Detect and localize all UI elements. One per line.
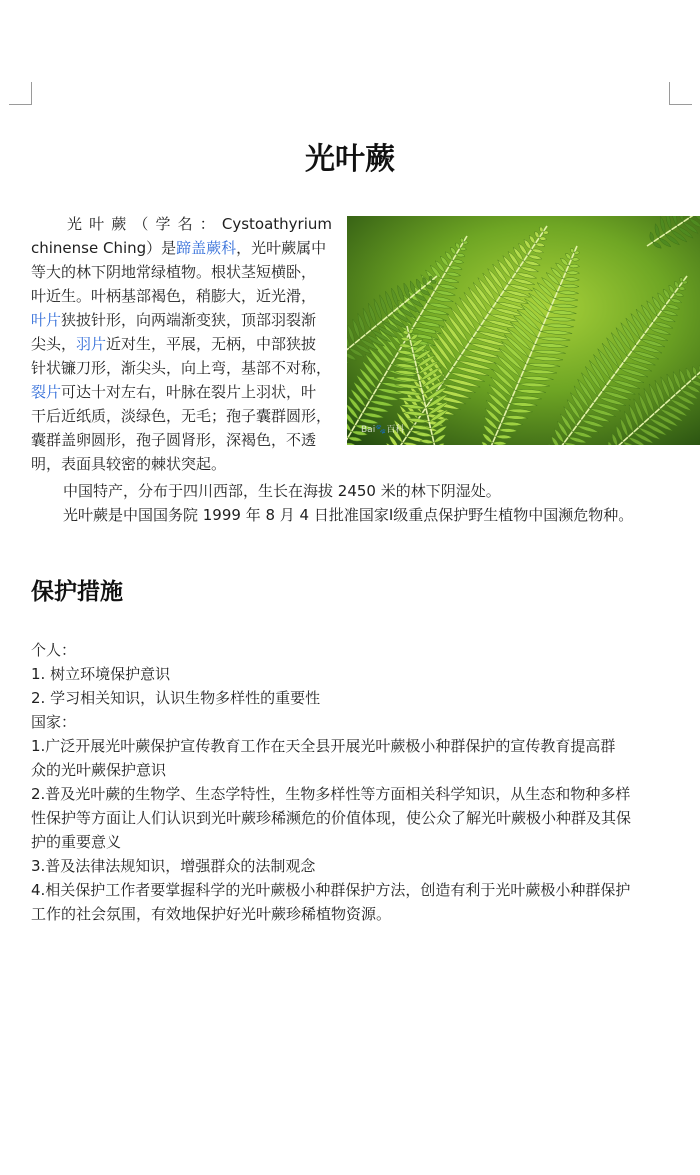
intro-line-2: chinense Ching）是蹄盖蕨科，光叶蕨属中 xyxy=(31,239,327,257)
intro-line-11: 明，表面具较密的棘状突起。 xyxy=(31,455,227,473)
link-lobe[interactable]: 裂片 xyxy=(31,383,62,401)
link-pinna[interactable]: 羽片 xyxy=(76,335,107,353)
page-title: 光叶蕨 xyxy=(305,142,395,177)
national-item-2-line-3: 护的重要意义 xyxy=(31,833,122,851)
national-item-1-line-2: 众的光叶蕨保护意识 xyxy=(31,761,167,779)
national-label: 国家： xyxy=(31,713,77,731)
national-item-2-line-1: 2.普及光叶蕨的生物学、生态学特性，生物多样性等方面相关科学知识，从生态和物种多样 xyxy=(31,785,631,803)
intro-line-4: 叶近生。叶柄基部褐色，稍膨大，近光滑， xyxy=(31,287,317,305)
intro-line-1: 光 叶 蕨 （ 学 名 ： Cystoathyrium xyxy=(67,215,332,233)
fern-illustration xyxy=(347,216,700,445)
page-corner-mark-right xyxy=(669,82,692,105)
national-item-1-line-1: 1.广泛开展光叶蕨保护宣传教育工作在天全县开展光叶蕨极小种群保护的宣传教育提高群 xyxy=(31,737,616,755)
link-family[interactable]: 蹄盖蕨科 xyxy=(176,239,237,257)
intro-line-9: 干后近纸质，淡绿色，无毛；孢子囊群圆形， xyxy=(31,407,332,425)
intro-line-10: 囊群盖卵圆形，孢子圆肾形，深褐色，不透 xyxy=(31,431,317,449)
intro-line-8: 裂片可达十对左右，叶脉在裂片上羽状，叶 xyxy=(31,383,317,401)
paragraph-protection-status: 光叶蕨是中国国务院 1999 年 8 月 4 日批准国家I级重点保护野生植物中国濒危物种。 xyxy=(63,506,634,524)
image-watermark: Bai🐾百科 xyxy=(361,425,405,435)
national-item-2-line-2: 性保护等方面让人们认识到光叶蕨珍稀濒危的价值体现，使公众了解光叶蕨极小种群及其保 xyxy=(31,809,632,827)
link-blade[interactable]: 叶片 xyxy=(31,311,62,329)
fern-photo xyxy=(347,216,700,445)
section-heading: 保护措施 xyxy=(31,579,123,605)
intro-line-6: 尖头，羽片近对生，平展，无柄，中部狭披 xyxy=(31,335,317,353)
page-corner-mark-left xyxy=(9,82,32,105)
individual-item-2: 2. 学习相关知识，认识生物多样性的重要性 xyxy=(31,689,321,707)
intro-line-7: 针状镰刀形，渐尖头，向上弯，基部不对称， xyxy=(31,359,332,377)
national-item-4-line-2: 工作的社会氛围，有效地保护好光叶蕨珍稀植物资源。 xyxy=(31,905,392,923)
individual-item-1: 1. 树立环境保护意识 xyxy=(31,665,171,683)
national-item-4-line-1: 4.相关保护工作者要掌握科学的光叶蕨极小种群保护方法，创造有利于光叶蕨极小种群保护 xyxy=(31,881,631,899)
individual-label: 个人： xyxy=(31,641,77,659)
intro-line-3: 等大的林下阴地常绿植物。根状茎短横卧， xyxy=(31,263,317,281)
national-item-3: 3.普及法律法规知识，增强群众的法制观念 xyxy=(31,857,316,875)
intro-line-5: 叶片狭披针形，向两端渐变狭，顶部羽裂渐 xyxy=(31,311,317,329)
paragraph-distribution: 中国特产，分布于四川西部，生长在海拔 2450 米的林下阴湿处。 xyxy=(63,482,501,500)
